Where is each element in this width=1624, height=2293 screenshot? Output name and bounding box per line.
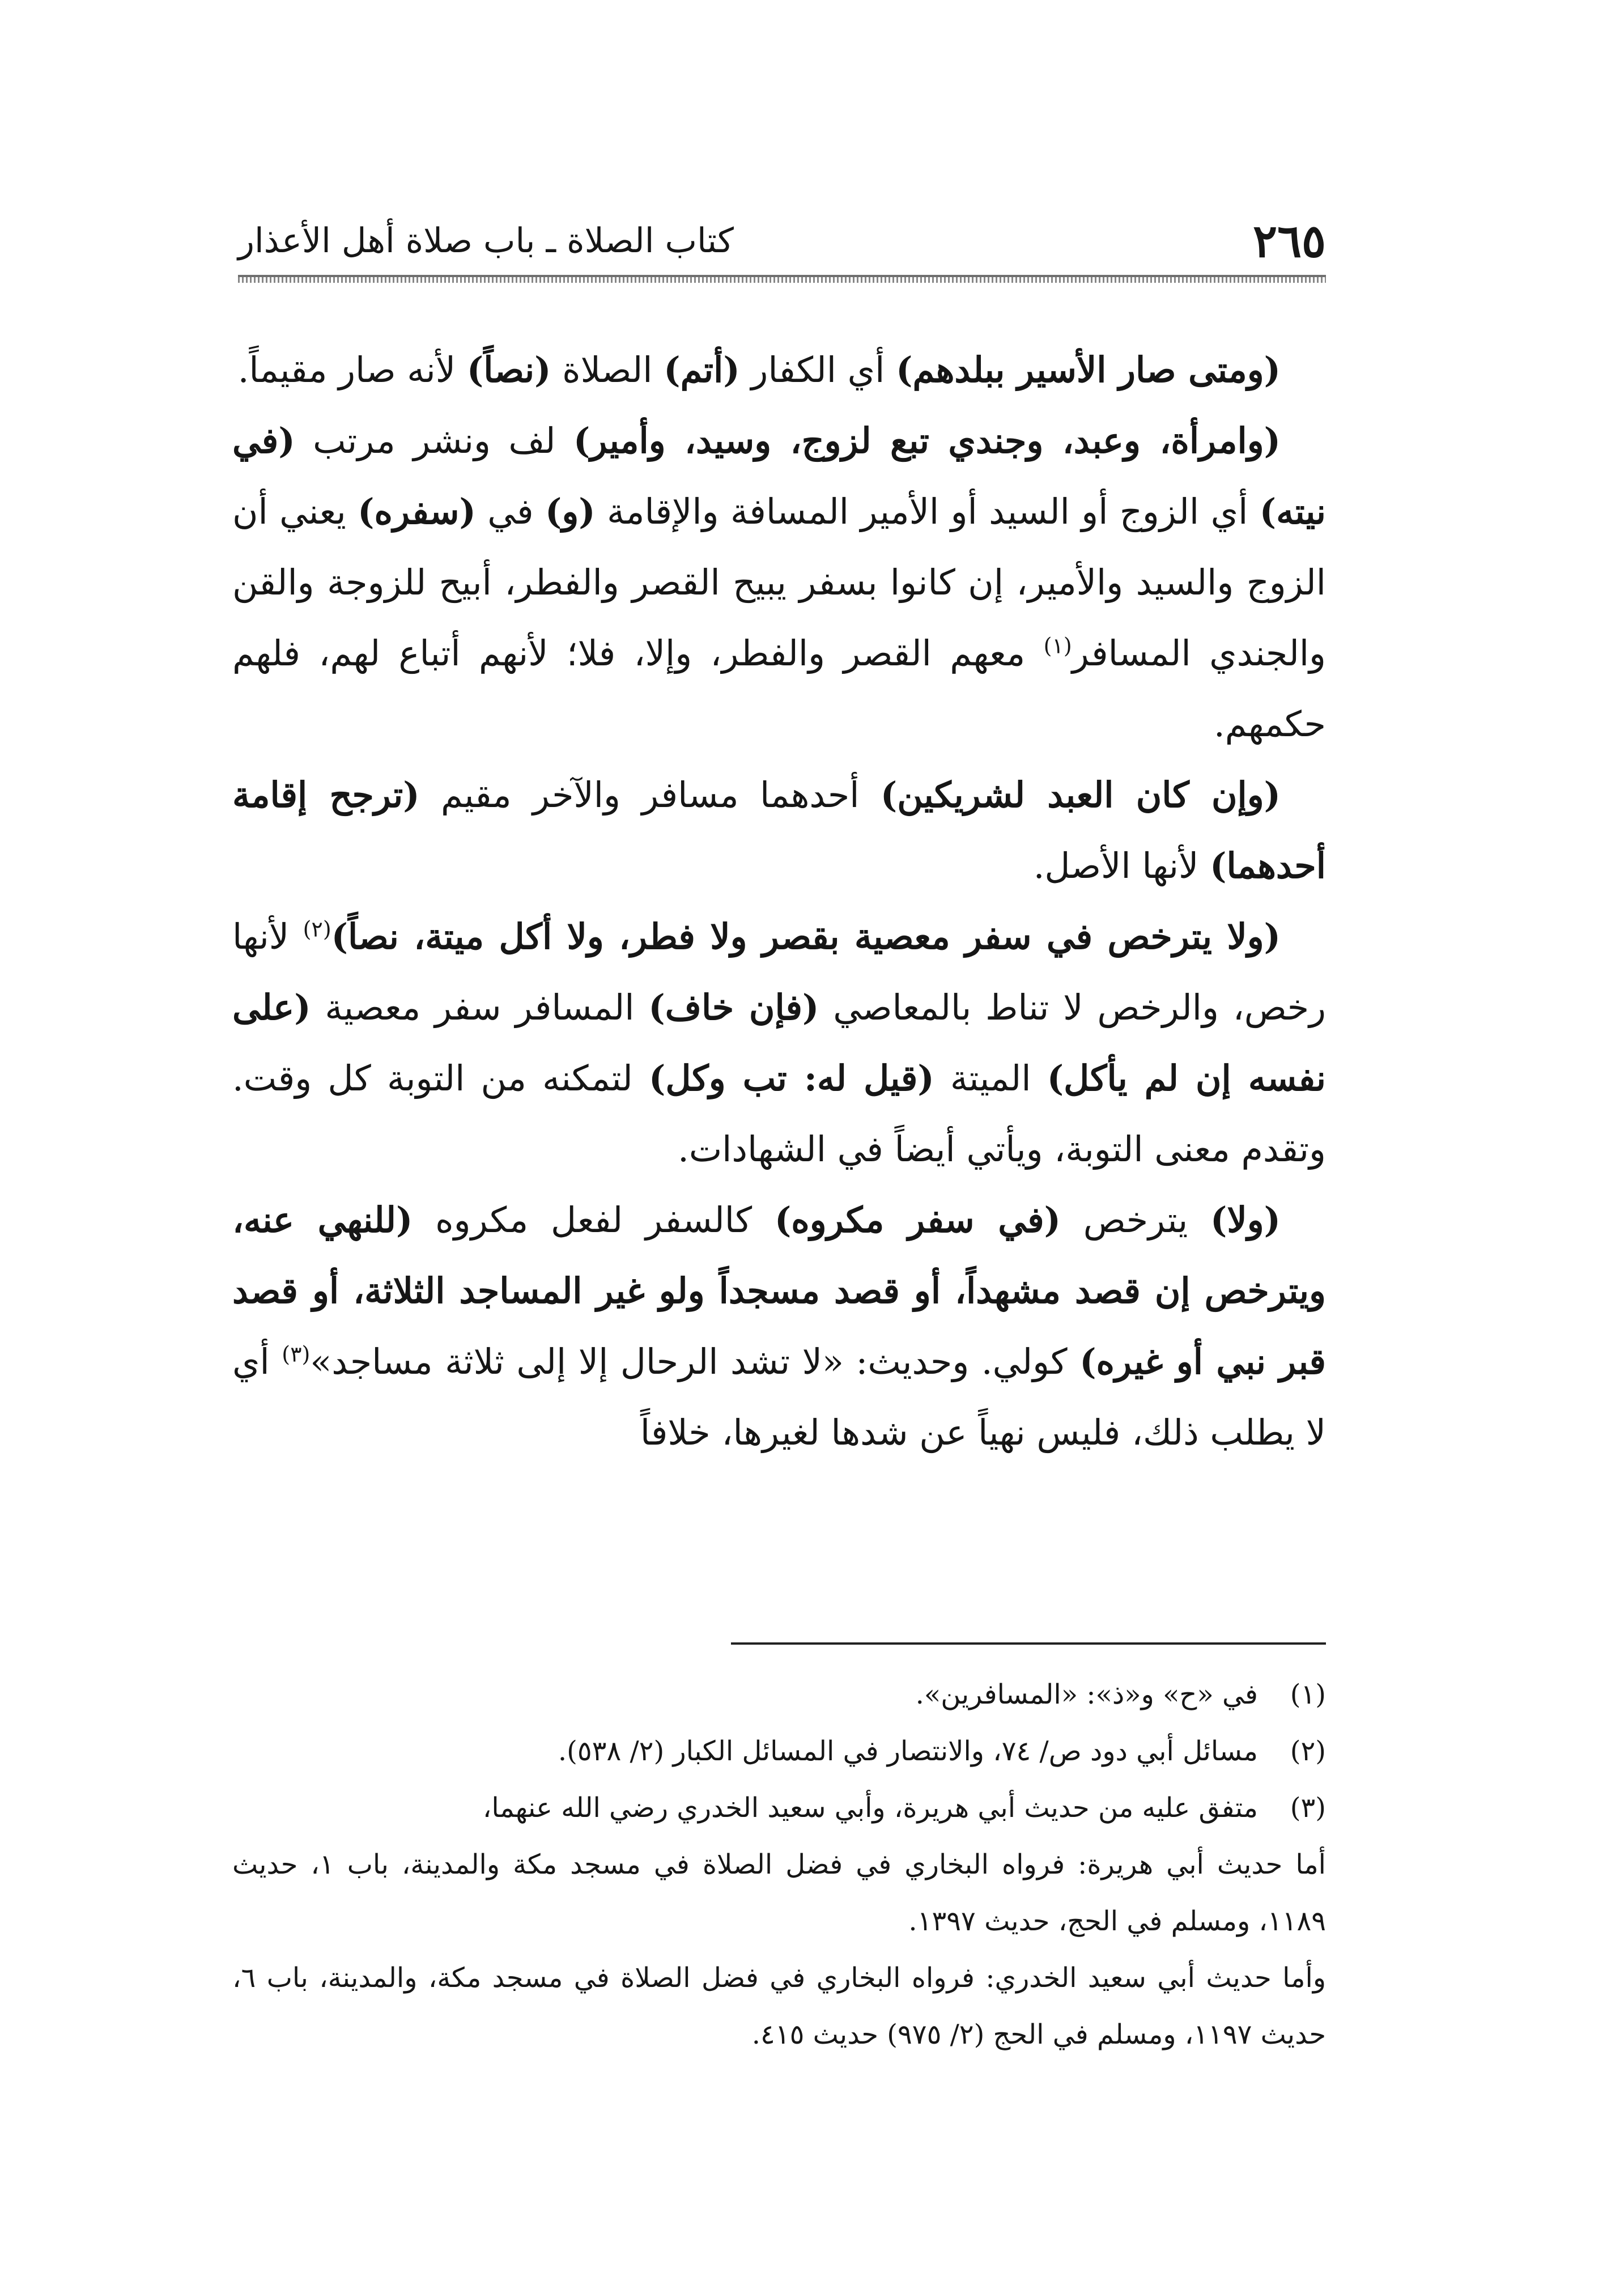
text: لف ونشر مرتب (295, 420, 574, 461)
text: يترخص (1060, 1199, 1211, 1241)
page-header (238, 210, 1326, 272)
text: كولي. وحديث: «لا تشد الرحال إلا إلى ثلاثة مساجد» (310, 1341, 1080, 1382)
bold-text: (في سفر مكروه) (774, 1199, 1061, 1241)
text: أي الكفار (739, 349, 896, 390)
footnotes (232, 1666, 1326, 2063)
paragraph-5 (232, 1184, 1326, 1468)
footnote-3-abu-hurayra: أما حديث أبي هريرة: فرواه البخاري في فضل الصلاة في مسجد مكة والمدينة، باب ١، حديث ١١٨٩، ومسلم في الحج، حديث ١٣٩٧. (232, 1849, 1326, 1937)
text: لأنها رخص، والرخص لا تناط بالمعاصي (232, 916, 1326, 1028)
bold-text: (وإن كان العبد لشريكين) (880, 774, 1281, 816)
text: معهم القصر والفطر، وإلا، فلا؛ لأنهم أتباع لهم، فلهم حكمهم. (232, 632, 1326, 745)
bold-text: (أتم) (664, 349, 740, 390)
footnote-divider (731, 1642, 1326, 1645)
footnote-3 (232, 1780, 1326, 1836)
paragraph-3 (232, 759, 1326, 901)
header-rule (238, 275, 1326, 283)
bold-text: (للنهي عنه، ويترخص إن قصد مشهداً، أو قصد مسجداً ولو غير المساجد الثلاثة، أو قصد قبر نبي أو غيره) (232, 1199, 1326, 1382)
text: لأنها الأصل. (1033, 845, 1210, 886)
footnote-text: في «ح» و«ذ»: «المسافرين». (915, 1679, 1258, 1710)
bold-text: (فإن خاف) (648, 987, 819, 1028)
text: أي لا يطلب ذلك، فليس نهياً عن شدها لغيرها، خلافاً (232, 1341, 1326, 1453)
text: أي الزوج أو السيد أو الأمير المسافة والإقامة (595, 491, 1260, 532)
bold-text: (سفره) (358, 491, 476, 532)
text: كالسفر لفعل مكروه (413, 1199, 775, 1241)
text: الميتة (934, 1058, 1047, 1099)
footnote-ref-2[interactable]: (٢) (303, 916, 331, 942)
footnote-number: (٣) (1290, 1792, 1326, 1824)
bold-text: (نصاً) (466, 349, 551, 390)
page-number: ٢٦٥ (1253, 214, 1326, 267)
running-title: كتاب الصلاة ـ باب صلاة أهل الأعذار (238, 221, 734, 261)
footnote-ref-1[interactable]: (١) (1043, 633, 1072, 659)
paragraph-2 (232, 405, 1326, 759)
footnote-text: متفق عليه من حديث أبي هريرة، وأبي سعيد الخدري رضي الله عنهما، (482, 1792, 1258, 1824)
footnote-number: (١) (1290, 1679, 1326, 1710)
text: لتمكنه من التوبة كل وقت. وتقدم معنى التوبة، ويأتي أيضاً في الشهادات. (232, 1058, 1326, 1170)
bold-text: (ولا يترخص في سفر معصية بقصر ولا فطر، ولا أكل ميتة، نصاً) (331, 916, 1281, 957)
paragraph-4 (232, 901, 1326, 1184)
footnote-number: (٢) (1290, 1735, 1326, 1767)
footnote-2 (232, 1723, 1326, 1780)
text: في (475, 491, 546, 532)
footnote-1 (232, 1666, 1326, 1723)
text: الصلاة (551, 349, 664, 390)
bold-text: (وامرأة، وعبد، وجندي تبع لزوج، وسيد، وأمير) (573, 420, 1281, 461)
bold-text: (و) (545, 491, 596, 532)
footnote-3-abu-said: وأما حديث أبي سعيد الخدري: فرواه البخاري في فضل الصلاة في مسجد مكة، والمدينة، باب ٦، حديث ١١٩٧، ومسلم في الحج (٢/ ٩٧٥) حديث ٤١٥. (232, 1962, 1326, 2050)
text: يعني أن الزوج والسيد والأمير، إن كانوا بسفر يبيح القصر والفطر، أبيح للزوجة والقن والجندي المسافر (232, 491, 1326, 674)
bold-text: (ولا) (1210, 1199, 1281, 1241)
text: أحدهما مسافر والآخر مقيم (419, 774, 881, 816)
footnote-text: مسائل أبي دود ص/ ٧٤، والانتصار في المسائل الكبار (٢/ ٥٣٨). (558, 1735, 1258, 1767)
main-text (232, 334, 1326, 1468)
bold-text: (قيل له: تب وكل) (648, 1058, 934, 1099)
bold-text: (ترجح إقامة أحدهما) (232, 774, 1326, 886)
text: المسافر سفر معصية (311, 987, 649, 1028)
bold-text: (ومتى صار الأسير ببلدهم) (896, 349, 1281, 390)
footnote-ref-3[interactable]: (٣) (282, 1341, 311, 1367)
bold-text: (على نفسه إن لم يأكل) (232, 987, 1326, 1099)
text: لأنه صار مقيماً. (237, 349, 467, 390)
bold-text: (في نيته) (232, 420, 1326, 532)
paragraph-1 (232, 334, 1326, 405)
